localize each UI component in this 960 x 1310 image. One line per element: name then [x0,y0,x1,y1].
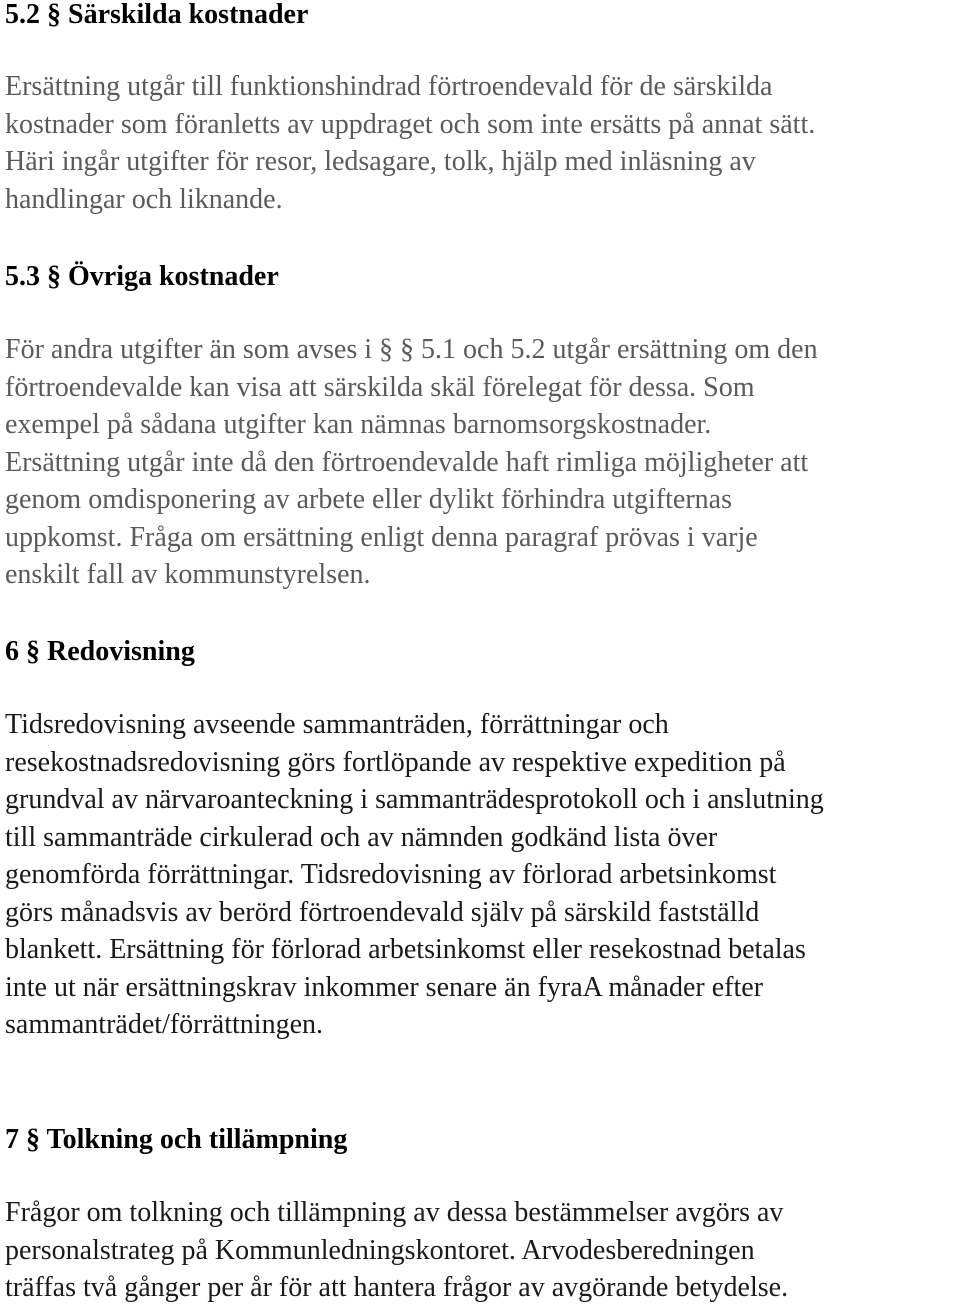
text-line: görs månadsvis av berörd förtroendevald själv på särskild fastställd [5,896,760,928]
text-line: Ersättning utgår till funktionshindrad förtroendevald för de särskilda [5,71,773,102]
text-line: Frågor om tolkning och tillämpning av dessa bestämmelser avgörs av [5,1197,784,1228]
text-line: exempel på sådana utgifter kan nämnas barnomsorgskostnader. [5,409,712,440]
text-line: uppkomst. Fråga om ersättning enligt denna paragraf prövas i varje [5,521,758,553]
text-line: träffas två gånger per år för att hantera frågor av avgörande betydelse. [5,1272,789,1303]
text-line: För andra utgifter än som avses i § § 5.1 och 5.2 utgår ersättning om den [5,334,818,365]
text-line: grundval av närvaroanteckning i sammanträdesprotokoll och i anslutning [5,784,824,815]
text-line: personalstrateg på Kommunledningskontoret. Arvodesberedningen [5,1234,755,1266]
text-line: genomförda förrättningar. Tidsredovisning av förlorad arbetsinkomst [5,859,777,890]
section-heading-5-2: 5.2 § Särskilda kostnader [5,0,309,30]
section-heading-5-3: 5.3 § Övriga kostnader [5,261,279,292]
text-line: Häri ingår utgifter för resor, ledsagare, tolk, hjälp med inläsning av [5,146,756,177]
text-line: kostnader som föranletts av uppdraget och som inte ersätts på annat sätt. [5,108,816,140]
section-body-7 [5,1194,957,1307]
text-line: Ersättning utgår inte då den förtroendevalde haft rimliga möjligheter att [5,446,809,478]
text-line: Tidsredovisning avseende sammanträden, förrättningar och [5,709,669,740]
text-line: resekostnadsredovisning görs fortlöpande av respektive expedition på [5,746,786,778]
text-line: förtroendevalde kan visa att särskilda skäl förelegat för dessa. Som [5,371,755,403]
text-line: inte ut när ersättningskrav inkommer senare än fyraA månader efter [5,971,764,1003]
text-line: blankett. Ersättning för förlorad arbetsinkomst eller resekostnad betalas [5,934,806,965]
section-heading-7: 7 § Tolkning och tillämpning [5,1124,348,1155]
text-line: handlingar och liknande. [5,183,283,215]
text-line: sammanträdet/förrättningen. [5,1009,323,1040]
section-body-6 [5,706,957,1044]
text-line: till sammanträde cirkulerad och av nämnden godkänd lista över [5,821,718,853]
text-line: enskilt fall av kommunstyrelsen. [5,559,371,590]
section-heading-6: 6 § Redovisning [5,636,195,667]
text-line: genom omdisponering av arbete eller dylikt förhindra utgifternas [5,484,733,515]
section-body-5-3 [5,331,957,594]
section-body-5-2 [5,68,957,218]
